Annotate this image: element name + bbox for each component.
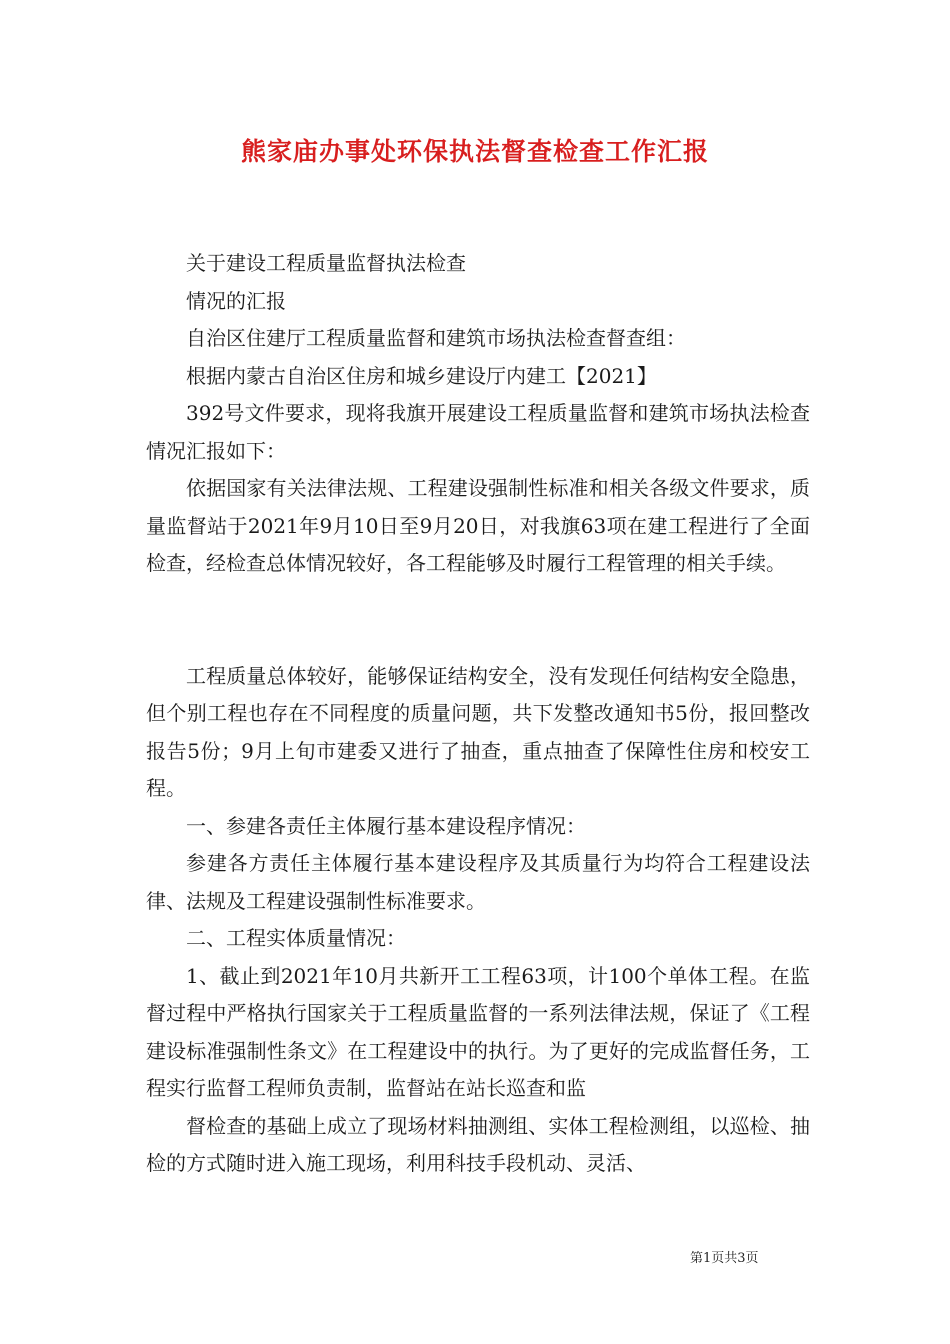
paragraph: 情况的汇报 [186,288,286,313]
paragraph: 依据国家有关法律法规、工程建设强制性标准和相关各级文件要求，质量监督站于2021年9月10日至9月20日，对我旗63项在建工程进行了全面检查，经检查总体情况较好，各工程能够及时履行工程管理的相关手续。 [146,476,810,575]
paragraph: 关于建设工程质量监督执法检查 [186,251,466,275]
paragraph: 自治区住建厅工程质量监督和建筑市场执法检查督查组： [186,326,686,350]
paragraph: 二、工程实体质量情况： [186,926,406,950]
paragraph: 1、截止到2021年10月共新开工工程63项，计100个单体工程。在监督过程中严格执行国家关于工程质量监督的一系列法律法规，保证了《工程建设标准强制性条文》在工程建设中的执行。为了更好的完成监督任务，工程实行监督工程师负责制，监督站在站长巡查和监 [146,963,810,1100]
document-body [146,245,810,1183]
paragraph: 一、参建各责任主体履行基本建设程序情况： [186,813,586,838]
paragraph: 工程质量总体较好，能够保证结构安全，没有发现任何结构安全隐患，但个别工程也存在不同程度的质量问题，共下发整改通知书5份，报回整改报告5份；9月上旬市建委又进行了抽查，重点抽查了保障性住房和校安工程。 [146,663,810,800]
paragraph: 根据内蒙古自治区住房和城乡建设厅内建工【2021】 [186,363,657,388]
page-number: 第1页共3页 [690,1251,759,1266]
paragraph: 参建各方责任主体履行基本建设程序及其质量行为均符合工程建设法律、法规及工程建设强制性标准要求。 [146,851,810,913]
paragraph: 392号文件要求，现将我旗开展建设工程质量监督和建筑市场执法检查情况汇报如下： [146,401,810,463]
paragraph: 督检查的基础上成立了现场材料抽测组、实体工程检测组，以巡检、抽检的方式随时进入施工现场，利用科技手段机动、灵活、 [146,1113,810,1175]
document-title: 熊家庙办事处环保执法督查检查工作汇报 [240,137,709,166]
